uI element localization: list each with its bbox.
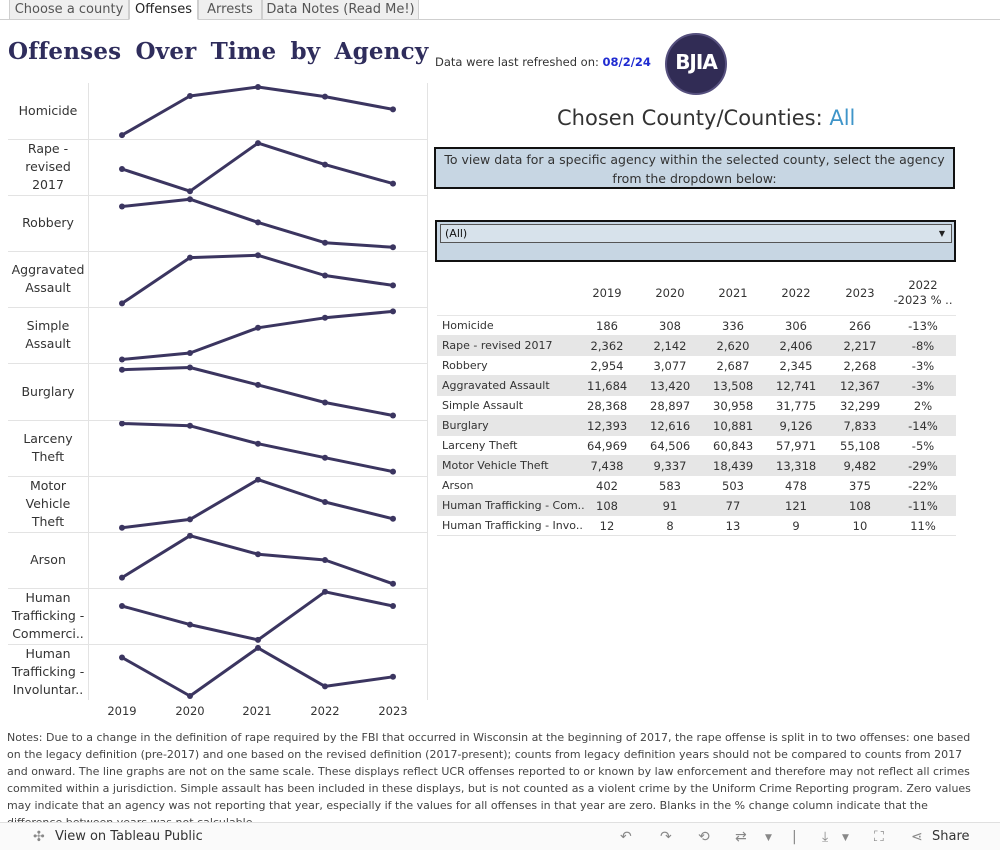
row-label [8, 214, 88, 232]
offense-name: Larceny Theft [442, 439, 518, 452]
x-tick-2020: 2020 [175, 704, 205, 718]
data-point[interactable] [119, 204, 125, 210]
row-label-line: Robbery [22, 215, 74, 230]
revert-icon[interactable]: ⟲ [698, 829, 710, 845]
pct-change-cell: -3% [911, 359, 935, 373]
table-cell: 583 [659, 479, 681, 493]
table-cell: 10 [852, 519, 868, 533]
table-cell: 2,217 [843, 339, 877, 353]
pct-change-cell: -13% [908, 319, 938, 333]
row-label-line: Simple [26, 318, 70, 333]
table-row[interactable] [437, 515, 956, 535]
table-cell: 13,420 [650, 379, 691, 393]
offense-name: Human Trafficking - Invo.. [442, 519, 583, 532]
x-tick-2021: 2021 [242, 704, 272, 718]
table-bottom-border [437, 535, 956, 536]
offense-name: Burglary [442, 419, 489, 432]
table-cell: 13,318 [776, 459, 817, 473]
data-point[interactable] [255, 551, 261, 557]
series-line[interactable] [122, 592, 393, 640]
data-point[interactable] [119, 655, 125, 661]
table-cell: 13,508 [713, 379, 754, 393]
table-cell: 375 [849, 479, 871, 493]
table-cell: 77 [725, 499, 741, 513]
table-cell: 8 [666, 519, 674, 533]
fullscreen-icon[interactable]: ⛶ [874, 829, 884, 845]
data-point[interactable] [390, 603, 396, 609]
row-label [8, 551, 88, 569]
pct-header-line1: 2022 [908, 278, 938, 292]
tab-bar [0, 0, 1000, 20]
tab-arrests[interactable]: Arrests [198, 0, 262, 20]
data-point[interactable] [322, 94, 328, 100]
row-label-line: revised [25, 159, 71, 174]
table-cell: 32,299 [840, 399, 881, 413]
table-cell: 12,741 [776, 379, 817, 393]
table-cell: 13 [725, 519, 741, 533]
row-label [8, 102, 88, 120]
table-cell: 2,687 [716, 359, 750, 373]
row-divider [8, 307, 428, 308]
table-cell: 306 [785, 319, 807, 333]
data-point[interactable] [255, 140, 261, 146]
pct-change-cell: 2% [913, 399, 933, 413]
offense-name: Aggravated Assault [442, 379, 550, 392]
row-label-line: Involuntar.. [12, 682, 84, 697]
table-cell: 186 [596, 319, 618, 333]
pct-change-cell: -14% [908, 419, 938, 433]
data-point[interactable] [255, 645, 261, 651]
data-point[interactable] [255, 219, 261, 225]
series-line[interactable] [122, 424, 393, 472]
row-divider [8, 363, 428, 364]
table-cell: 2,954 [590, 359, 624, 373]
table-cell: 12,393 [587, 419, 628, 433]
series-line[interactable] [122, 87, 393, 135]
data-point[interactable] [255, 477, 261, 483]
table-cell: 28,368 [587, 399, 628, 413]
row-label [8, 383, 88, 401]
x-tick-2022: 2022 [310, 704, 340, 718]
data-point[interactable] [390, 282, 396, 288]
series-line[interactable] [122, 536, 393, 584]
table-row[interactable] [437, 335, 956, 355]
row-label-line: Homicide [18, 103, 78, 118]
data-point[interactable] [119, 367, 125, 373]
table-cell: 12 [599, 519, 615, 533]
refresh-label: Data were last refreshed on: [435, 55, 599, 69]
row-label-line: Theft [31, 449, 65, 464]
row-label-line: Theft [31, 514, 65, 529]
table-cell: 9,126 [779, 419, 813, 433]
tab-offenses[interactable]: Offenses [129, 0, 198, 20]
data-point[interactable] [255, 441, 261, 447]
data-point[interactable] [119, 603, 125, 609]
data-point[interactable] [322, 557, 328, 563]
data-point[interactable] [255, 252, 261, 258]
table-row[interactable] [437, 455, 956, 475]
table-row[interactable] [437, 355, 956, 375]
series-line[interactable] [122, 368, 393, 416]
table-cell: 7,833 [843, 419, 877, 433]
data-point[interactable] [119, 575, 125, 581]
series-line[interactable] [122, 648, 393, 696]
table-row[interactable] [437, 475, 956, 495]
data-point[interactable] [255, 382, 261, 388]
series-line[interactable] [122, 311, 393, 359]
table-cell: 503 [722, 479, 744, 493]
data-point[interactable] [187, 93, 193, 99]
row-divider [8, 251, 428, 252]
agency-filter-panel [435, 220, 956, 262]
table-row[interactable] [437, 415, 956, 435]
row-label-line: 2017 [32, 177, 64, 192]
data-point[interactable] [390, 581, 396, 587]
data-point[interactable] [119, 132, 125, 138]
x-tick-2019: 2019 [107, 704, 137, 718]
table-cell: 9,482 [843, 459, 877, 473]
redo-icon[interactable]: ↷ [660, 829, 672, 845]
data-point[interactable] [187, 350, 193, 356]
offense-line-charts [8, 83, 428, 700]
offense-name: Human Trafficking - Com.. [442, 499, 585, 512]
table-cell: 31,775 [776, 399, 817, 413]
offense-name: Homicide [442, 319, 494, 332]
agency-dropdown[interactable] [440, 224, 952, 243]
row-label [8, 430, 88, 466]
row-label-line: Larceny [23, 431, 73, 446]
table-cell: 266 [849, 319, 871, 333]
pct-change-cell: -22% [908, 479, 938, 493]
bjia-logo [665, 33, 727, 95]
data-point[interactable] [322, 162, 328, 168]
table-cell: 2,406 [779, 339, 813, 353]
offense-name: Motor Vehicle Theft [442, 459, 549, 472]
data-point[interactable] [187, 365, 193, 371]
col-header-pct-change[interactable] [890, 278, 956, 308]
table-cell: 57,971 [776, 439, 817, 453]
table-cell: 2,620 [716, 339, 750, 353]
table-cell: 3,077 [653, 359, 687, 373]
share-icon[interactable]: ⋖ [911, 829, 923, 845]
notes-text: Notes: Due to a change in the definition of rape required by the FBI that occurred in Wisconsin at the beginning of 2017, the rape offense is split in to two offenses: one based on the legacy definition (pre-2017) and one based on the revised definition (2017-present); counts from legacy definition years should not be compared to counts from 2017 and onward. The line graphs are not on the same scale. These displays reflect UCR offenses reported to or known by law enforcement and therefore may not reflect all crimes commited within a jurisdiction. Simple assault has been included in these displays, but is not counted as a violent crime by the Uniform Crime Reporting program. Zero values may indicate that an agency was not reporting that year, especially if the values for all offenses in that year are zero. Blanks in the % change column indicate that the [7, 731, 971, 812]
data-point[interactable] [322, 499, 328, 505]
logo-text: BJIA [675, 50, 717, 74]
col-header-2022: 2022 [781, 286, 811, 300]
data-point[interactable] [322, 315, 328, 321]
table-cell: 28,897 [650, 399, 691, 413]
data-point[interactable] [390, 181, 396, 187]
share-button[interactable]: Share [932, 829, 970, 844]
table-cell: 2,268 [843, 359, 877, 373]
row-divider [8, 532, 428, 533]
table-row[interactable] [437, 435, 956, 455]
data-point[interactable] [187, 693, 193, 699]
data-point[interactable] [255, 84, 261, 90]
tableau-toolbar [0, 822, 1000, 850]
county-label: Chosen County/Counties: [557, 106, 823, 130]
data-point[interactable] [322, 455, 328, 461]
table-cell: 55,108 [840, 439, 881, 453]
offense-name: Robbery [442, 359, 488, 372]
refresh-date: 08/2/24 [602, 55, 651, 69]
data-point[interactable] [119, 166, 125, 172]
row-label-line: Assault [25, 280, 71, 295]
agency-dropdown-value: (All) [445, 227, 468, 240]
row-label-line: Trafficking - [11, 664, 85, 679]
data-point[interactable] [322, 683, 328, 689]
data-point[interactable] [187, 622, 193, 628]
series-line[interactable] [122, 255, 393, 303]
series-line[interactable] [122, 143, 393, 191]
refresh-icon[interactable]: ⇄ [735, 829, 747, 845]
table-cell: 12,616 [650, 419, 691, 433]
offense-name: Simple Assault [442, 399, 524, 412]
pct-change-cell: -8% [911, 339, 935, 353]
data-point[interactable] [187, 533, 193, 539]
series-line[interactable] [122, 480, 393, 528]
table-cell: 336 [722, 319, 744, 333]
row-label-line: Trafficking - [11, 608, 85, 623]
data-point[interactable] [119, 525, 125, 531]
table-cell: 60,843 [713, 439, 754, 453]
chevron-down-icon[interactable]: ▼ [765, 833, 772, 843]
offense-name: Arson [442, 479, 474, 492]
pct-change-cell: -3% [911, 379, 935, 393]
pct-change-cell: -11% [908, 499, 938, 513]
data-point[interactable] [390, 308, 396, 314]
pct-change-cell: 11% [910, 519, 936, 533]
data-point[interactable] [322, 589, 328, 595]
table-cell: 308 [659, 319, 681, 333]
row-label-line: Rape - [27, 141, 69, 156]
table-cell: 9,337 [653, 459, 687, 473]
data-point[interactable] [322, 273, 328, 279]
offense-name: Rape - revised 2017 [442, 339, 553, 352]
table-cell: 121 [785, 499, 807, 513]
tab-choose-county[interactable]: Choose a county [9, 0, 129, 20]
row-label-line: Motor [29, 478, 67, 493]
agency-instructions: To view data for a specific agency within the selected county, select the agency from the dropdown below: [434, 147, 955, 189]
table-cell: 7,438 [590, 459, 624, 473]
data-point[interactable] [187, 196, 193, 202]
data-point[interactable] [322, 400, 328, 406]
table-cell: 64,506 [650, 439, 691, 453]
row-divider [8, 420, 428, 421]
data-point[interactable] [119, 357, 125, 363]
table-cell: 2,362 [590, 339, 624, 353]
data-point[interactable] [187, 255, 193, 261]
data-point[interactable] [255, 325, 261, 331]
table-cell: 402 [596, 479, 618, 493]
table-cell: 2,142 [653, 339, 687, 353]
row-label-line: Burglary [21, 384, 75, 399]
table-cell: 2,345 [779, 359, 813, 373]
table-cell: 478 [785, 479, 807, 493]
pct-header-line2: -2023 % .. [893, 293, 953, 307]
data-point[interactable] [187, 423, 193, 429]
row-label [8, 317, 88, 353]
data-point[interactable] [255, 637, 261, 643]
data-point[interactable] [187, 188, 193, 194]
data-point[interactable] [119, 300, 125, 306]
row-label-line: Arson [30, 552, 66, 567]
table-cell: 11,684 [587, 379, 628, 393]
tab-data-notes[interactable]: Data Notes (Read Me!) [262, 0, 419, 20]
pct-change-cell: -5% [911, 439, 935, 453]
row-label [8, 589, 88, 643]
row-divider [8, 195, 428, 196]
data-point[interactable] [390, 106, 396, 112]
view-on-tableau-link[interactable]: View on Tableau Public [55, 829, 203, 844]
data-point[interactable] [390, 413, 396, 419]
table-cell: 12,367 [840, 379, 881, 393]
county-value: All [829, 106, 856, 130]
table-row[interactable] [437, 375, 956, 395]
row-label-line: Vehicle [25, 496, 71, 511]
table-cell: 108 [596, 499, 618, 513]
row-label-line: Assault [25, 336, 71, 351]
pct-change-cell: -29% [908, 459, 938, 473]
tableau-logo-icon: ✣ [33, 829, 45, 845]
data-point[interactable] [390, 516, 396, 522]
table-cell: 64,969 [587, 439, 628, 453]
dropdown-arrow-icon[interactable]: ▼ [938, 229, 945, 238]
col-header-2023: 2023 [845, 286, 875, 300]
col-header-2021: 2021 [718, 286, 748, 300]
data-point[interactable] [322, 240, 328, 246]
table-cell: 9 [792, 519, 800, 533]
data-point[interactable] [390, 674, 396, 680]
table-cell: 30,958 [713, 399, 754, 413]
row-label [8, 261, 88, 297]
table-cell: 108 [849, 499, 871, 513]
data-point[interactable] [119, 421, 125, 427]
table-row[interactable] [437, 395, 956, 415]
row-label-line: Human [25, 590, 71, 605]
data-point[interactable] [390, 469, 396, 475]
row-label [8, 477, 88, 531]
row-label-line: Commerci.. [12, 626, 84, 641]
col-header-2020: 2020 [655, 286, 685, 300]
refresh-info [435, 55, 651, 69]
row-label [8, 645, 88, 699]
table-cell: 91 [662, 499, 678, 513]
row-label [8, 140, 88, 194]
chosen-county-heading [557, 106, 855, 130]
page-title: Offenses Over Time by Agency [8, 38, 429, 65]
row-label-line: Aggravated [11, 262, 85, 277]
download-menu-chevron-icon[interactable]: ▼ [842, 833, 849, 843]
table-cell: 18,439 [713, 459, 754, 473]
data-point[interactable] [390, 244, 396, 250]
table-row[interactable] [437, 315, 956, 335]
table-row[interactable] [437, 495, 956, 515]
x-tick-2023: 2023 [378, 704, 408, 718]
undo-icon[interactable]: ↶ [620, 829, 632, 845]
data-point[interactable] [187, 516, 193, 522]
toolbar-separator: | [792, 829, 797, 845]
row-label-line: Human [25, 646, 71, 661]
download-icon[interactable]: ⤓ [822, 829, 829, 845]
col-header-2019: 2019 [592, 286, 622, 300]
table-cell: 10,881 [713, 419, 754, 433]
